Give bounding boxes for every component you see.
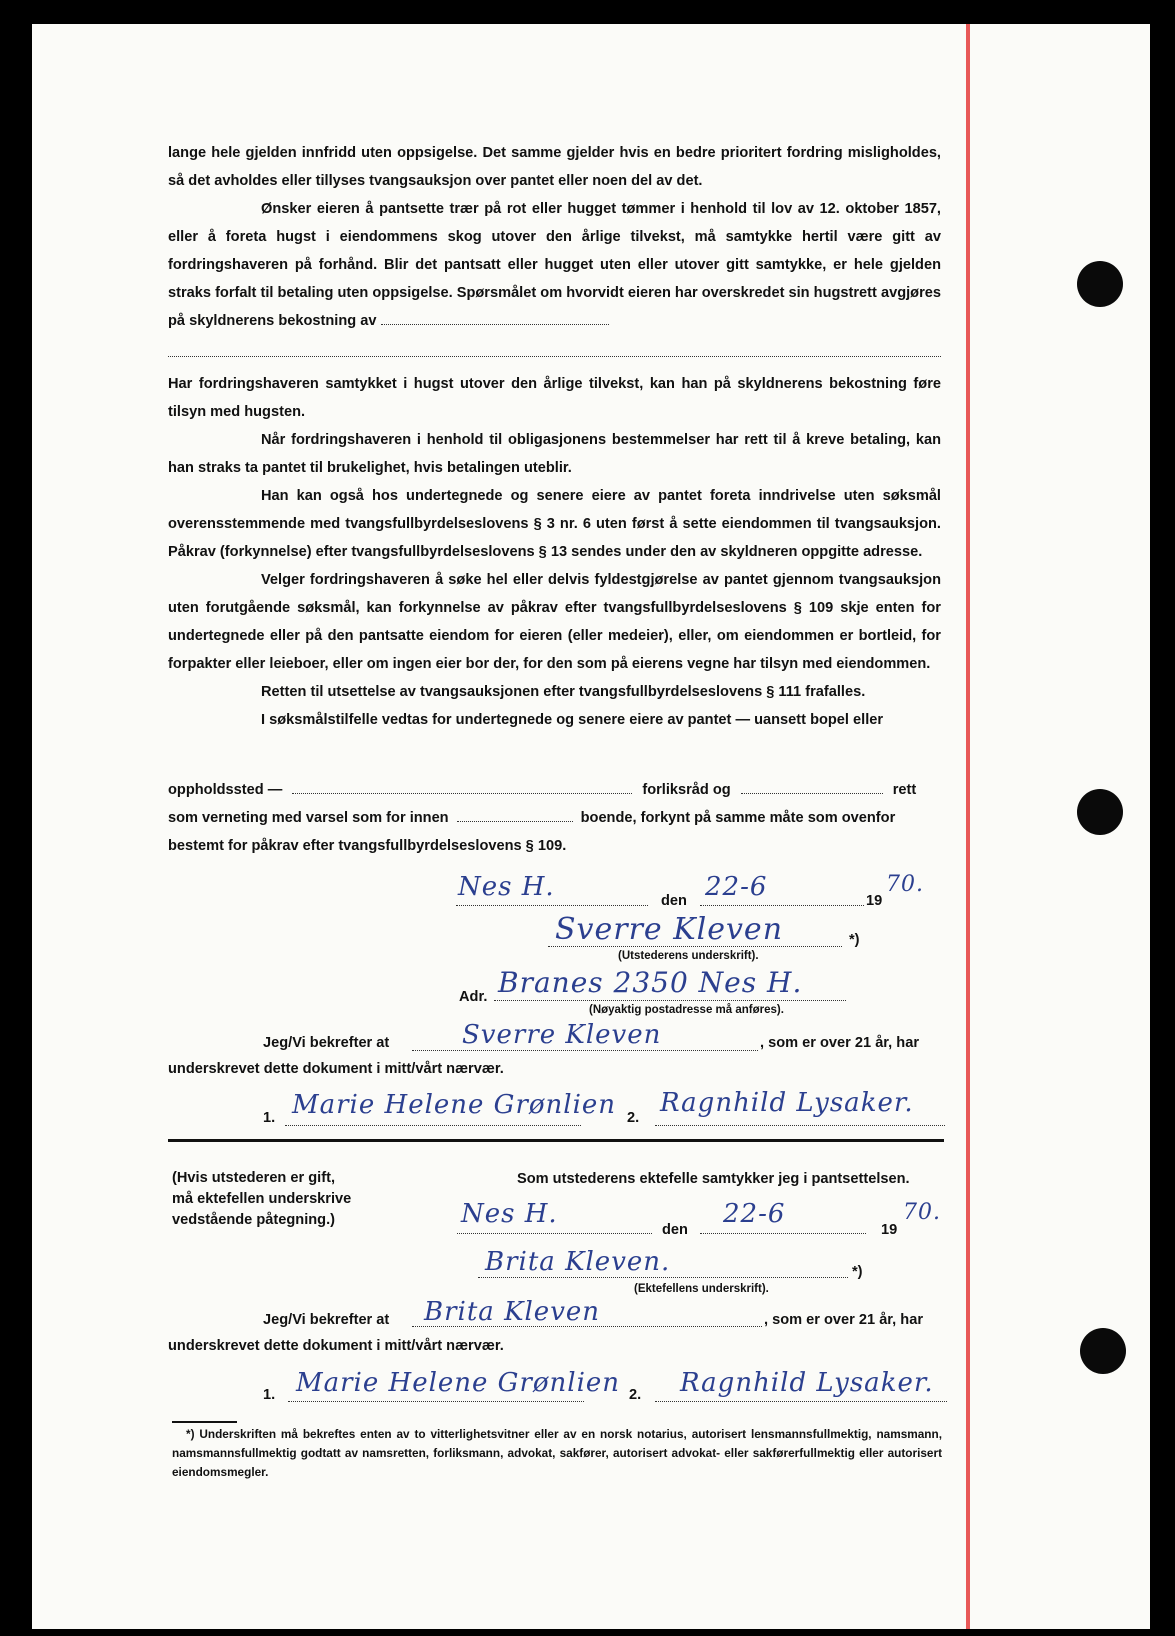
- year-prefix: 19: [866, 893, 883, 909]
- handwritten-place: Nes H.: [461, 1199, 558, 1229]
- handwritten-date: 22-6: [723, 1199, 786, 1229]
- handwritten-witness-1: Marie Helene Grønlien: [296, 1368, 621, 1398]
- handwritten-year: 70.: [886, 872, 924, 897]
- handwritten-place: Nes H.: [458, 872, 555, 902]
- paragraph: Retten til utsettelse av tvangsauksjonen efter tvangsfullbyrdelseslovens § 111 frafalles.: [261, 684, 866, 700]
- body-text: [168, 139, 941, 335]
- year-prefix: 19: [881, 1222, 898, 1238]
- confirm-text: , som er over 21 år, har: [764, 1312, 923, 1328]
- confirm-text: Jeg/Vi bekrefter at: [263, 1312, 390, 1328]
- den-label: den: [662, 1222, 688, 1238]
- den-label: den: [661, 893, 687, 909]
- handwritten-witness-1: Marie Helene Grønlien: [292, 1090, 617, 1120]
- footnote-marker: *): [849, 932, 860, 948]
- dotted-line: [478, 1277, 848, 1278]
- handwritten-confirm-name: Sverre Kleven: [462, 1020, 662, 1050]
- divider: [168, 1139, 944, 1142]
- handwritten-confirm-name: Brita Kleven: [424, 1297, 601, 1327]
- dotted-line: [655, 1401, 947, 1402]
- confirm-text: , som er over 21 år, har: [760, 1035, 919, 1051]
- dotted-line: [412, 1050, 758, 1051]
- signature-caption: (Ektefellens underskrift).: [634, 1283, 769, 1295]
- dotted-line: [457, 1233, 652, 1234]
- footnote: *) Underskriften må bekreftes enten av to vitterlighetsvitner eller av en norsk notarius, autorisert lensmannsfullmektig, namsmann, namsmannsfullmektig godtatt av namsretten, forliksmann, advokat, sakfører, autorisert advokat- eller sakførerfullmektig eller autorisert eiendomsmegler.: [172, 1427, 942, 1479]
- dotted-line: [655, 1125, 945, 1126]
- handwritten-witness-2: Ragnhild Lysaker.: [660, 1088, 914, 1118]
- handwritten-date: 22-6: [705, 872, 768, 902]
- paragraph: Han kan også hos undertegnede og senere eiere av pantet foreta inndrivelse uten søksmål overensstemmende med tvangsfullbyrdelseslovens § 3 nr. 6 uten først å sette eiendommen til tvangsauksjon. Påkrav (forkynnelse) efter tvangsfullbyrdelseslovens § 13 sendes under den av skyldneren oppgitte adresse.: [168, 488, 941, 560]
- paragraph: I søksmålstilfelle vedtas for undertegnede og senere eiere av pantet — uansett bopel eller: [261, 712, 884, 728]
- body-text-2: [168, 370, 941, 734]
- address-caption: (Nøyaktig postadresse må anføres).: [589, 1004, 784, 1016]
- punch-hole: [1077, 789, 1123, 835]
- paragraph: Ønsker eieren å pantsette trær på rot eller hugget tømmer i henhold til lov av 12. oktober 1857, eller å foreta hugst i eiendommens skog utover den årlige tilvekst, må samtykke hertil være gitt av fordringshaveren på forhånd. Blir det pantsatt eller hugget uten eller utover gitt samtykke, er hele gjelden straks forfalt til betaling uten oppsigelse. Spørsmålet om hvorvidt eieren har overskredet sin hugstrett avgjøres på skyldnerens bekostning av: [168, 201, 941, 329]
- confirm-text: underskrevet dette dokument i mitt/vårt nærvær.: [168, 1338, 504, 1354]
- punch-hole: [1080, 1328, 1126, 1374]
- venue-line: oppholdssted — forliksråd og rett: [168, 782, 917, 798]
- footnote-rule: [172, 1421, 237, 1423]
- footnote-marker: *): [852, 1264, 863, 1280]
- dotted-line: [548, 946, 842, 947]
- paragraph: Velger fordringshaveren å søke hel eller delvis fyldestgjørelse av pantet gjennom tvangsauksjon uten forutgående søksmål, kan forkynnelse av påkrav efter tvangsfullbyrdelseslovens § 109 skje enten for undertegnede eller på den pantsatte eiendom for eieren (eller medeier), eller, om eiendommen er bortleid, for forpakter eller leieboer, eller om ingen eier bor der, for den som på eierens vegne har tilsyn med eiendommen.: [168, 572, 941, 672]
- paragraph: Når fordringshaveren i henhold til obligasjonens bestemmelser har rett til å kreve betaling, kan han straks ta pantet til brukelighet, hvis betalingen uteblir.: [168, 432, 941, 476]
- paragraph: lange hele gjelden innfridd uten oppsigelse. Det samme gjelder hvis en bedre prioritert fordring misligholdes, så det avholdes eller tillyses tvangsauksjon over pantet eller noen del av det.: [168, 145, 941, 189]
- dotted-line: [700, 905, 864, 906]
- confirm-text: underskrevet dette dokument i mitt/vårt nærvær.: [168, 1061, 504, 1077]
- dotted-line: [285, 1125, 581, 1126]
- dotted-line: [456, 905, 648, 906]
- paragraph: Har fordringshaveren samtykket i hugst utover den årlige tilvekst, kan han på skyldnerens bekostning føre tilsyn med hugsten.: [168, 376, 941, 420]
- handwritten-address: Branes 2350 Nes H.: [498, 966, 803, 999]
- dotted-line: [700, 1233, 866, 1234]
- handwritten-signature: Brita Kleven.: [485, 1247, 671, 1277]
- signature-caption: (Utstederens underskrift).: [618, 950, 759, 962]
- dotted-line: [168, 356, 941, 357]
- handwritten-signature: Sverre Kleven: [555, 912, 784, 947]
- punch-hole: [1077, 261, 1123, 307]
- venue-line-2: som verneting med varsel som for innen boende, forkynt på samme måte som ovenfor: [168, 810, 896, 826]
- confirm-text: Jeg/Vi bekrefter at: [263, 1035, 390, 1051]
- spouse-note: (Hvis utstederen er gift, må ektefellen underskrive vedstående påtegning.): [172, 1170, 352, 1228]
- dotted-line: [288, 1401, 584, 1402]
- witness-number: 1.: [263, 1387, 276, 1403]
- handwritten-year: 70.: [903, 1200, 941, 1225]
- margin-line: [966, 24, 970, 1629]
- witness-number: 1.: [263, 1110, 276, 1126]
- spouse-consent: Som utstederens ektefelle samtykker jeg i pantsettelsen.: [517, 1171, 910, 1187]
- handwritten-witness-2: Ragnhild Lysaker.: [680, 1368, 934, 1398]
- address-label: Adr.: [459, 989, 488, 1005]
- witness-number: 2.: [627, 1110, 640, 1126]
- dotted-line: [494, 1000, 846, 1001]
- dotted-line: [412, 1326, 762, 1327]
- witness-number: 2.: [629, 1387, 642, 1403]
- venue-line-3: bestemt for påkrav efter tvangsfullbyrdelseslovens § 109.: [168, 838, 567, 854]
